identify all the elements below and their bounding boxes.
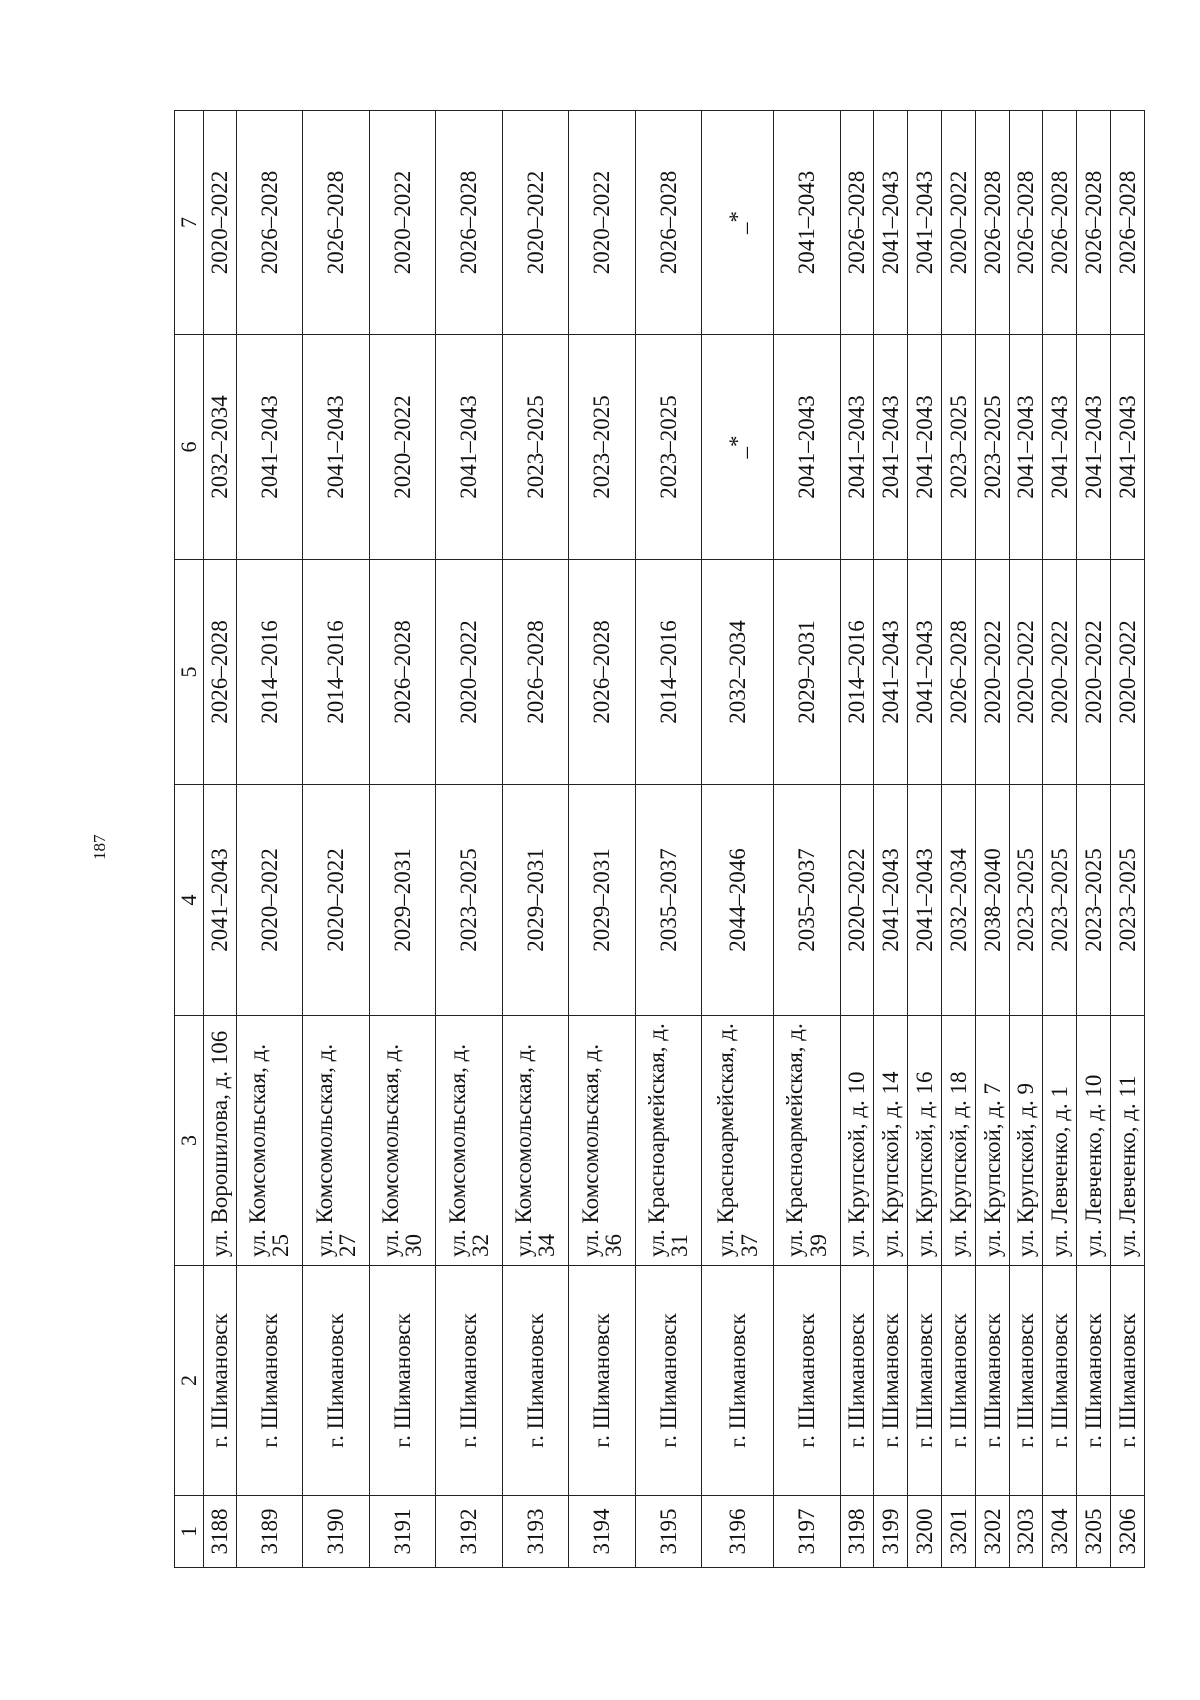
table-cell: 3204: [1043, 1496, 1077, 1568]
table-cell: 2035–2037: [774, 785, 841, 1016]
table-cell: 2026–2028: [1077, 111, 1111, 335]
table-cell: 2041–2043: [874, 111, 908, 335]
table-cell: 2041–2043: [874, 335, 908, 560]
table-cell: ул. Комсомольская, д. 34: [502, 1016, 569, 1266]
table-row: [702, 111, 774, 1568]
table-cell: 2041–2043: [908, 335, 942, 560]
table-cell: ул. Крупской, д. 14: [874, 1016, 908, 1266]
table-cell: г. Шимановск: [569, 1266, 636, 1496]
table-cell: 2020–2022: [975, 560, 1009, 785]
table-cell: г. Шимановск: [975, 1266, 1009, 1496]
table-cell: 2014–2016: [840, 560, 874, 785]
table-cell: 2023–2025: [1077, 785, 1111, 1016]
table-cell: г. Шимановск: [635, 1266, 702, 1496]
table-cell: г. Шимановск: [702, 1266, 774, 1496]
table-cell: 2041–2043: [436, 335, 503, 560]
header-cell: 5: [175, 560, 204, 785]
table-cell: 2014–2016: [303, 560, 370, 785]
table-cell: 2026–2028: [635, 111, 702, 335]
table-cell: ул. Комсомольская, д. 30: [369, 1016, 436, 1266]
table-cell: 2041–2043: [908, 560, 942, 785]
table-cell: ул. Красноармейская, д. 37: [702, 1016, 774, 1266]
table-cell: 3197: [774, 1496, 841, 1568]
table-cell: г. Шимановск: [502, 1266, 569, 1496]
page-number: 187: [90, 834, 109, 860]
table-cell: ул. Крупской, д. 7: [975, 1016, 1009, 1266]
header-cell: 7: [175, 111, 204, 335]
table-cell: 2026–2028: [1009, 111, 1043, 335]
table-cell: 3188: [204, 1496, 237, 1568]
table-cell: 3206: [1111, 1496, 1145, 1568]
table-cell: г. Шимановск: [369, 1266, 436, 1496]
table-cell: 3201: [942, 1496, 976, 1568]
table-row: [303, 111, 370, 1568]
table-cell: 3190: [303, 1496, 370, 1568]
table-cell: 3205: [1077, 1496, 1111, 1568]
table-cell: 2023–2025: [975, 335, 1009, 560]
table-cell: 2026–2028: [369, 560, 436, 785]
table-cell: г. Шимановск: [874, 1266, 908, 1496]
table-cell: 2041–2043: [1077, 335, 1111, 560]
table-cell: 2029–2031: [369, 785, 436, 1016]
table-cell: г. Шимановск: [1009, 1266, 1043, 1496]
table-cell: 2026–2028: [975, 111, 1009, 335]
table-cell: 2035–2037: [635, 785, 702, 1016]
table-cell: 2023–2025: [635, 335, 702, 560]
header-cell: 1: [175, 1496, 204, 1568]
table-row: [1077, 111, 1111, 1568]
table-cell: 2023–2025: [436, 785, 503, 1016]
table-cell: ул. Левченко, д. 11: [1111, 1016, 1145, 1266]
table-cell: 2020–2022: [303, 785, 370, 1016]
table-cell: 2041–2043: [1009, 335, 1043, 560]
table-row: [436, 111, 503, 1568]
table-cell: 2023–2025: [1111, 785, 1145, 1016]
table-row: [1111, 111, 1145, 1568]
table-cell: 3191: [369, 1496, 436, 1568]
table-cell: г. Шимановск: [942, 1266, 976, 1496]
table-cell: 2023–2025: [1009, 785, 1043, 1016]
table-cell: 2026–2028: [1111, 111, 1145, 335]
table-cell: 2041–2043: [204, 785, 237, 1016]
table-cell: ул. Крупской, д. 10: [840, 1016, 874, 1266]
header-cell: 3: [175, 1016, 204, 1266]
table-cell: 2023–2025: [569, 335, 636, 560]
table-cell: ул. Комсомольская, д. 25: [236, 1016, 303, 1266]
table-cell: _*: [702, 111, 774, 335]
table-cell: 3198: [840, 1496, 874, 1568]
table-cell: ул. Комсомольская, д. 36: [569, 1016, 636, 1266]
table-row: [1043, 111, 1077, 1568]
table-row: [502, 111, 569, 1568]
table-cell: 2026–2028: [569, 560, 636, 785]
table-cell: 3193: [502, 1496, 569, 1568]
table-cell: 2020–2022: [204, 111, 237, 335]
table-cell: г. Шимановск: [1077, 1266, 1111, 1496]
table-cell: 3195: [635, 1496, 702, 1568]
table-cell: 2038–2040: [975, 785, 1009, 1016]
table-cell: ул. Крупской, д. 16: [908, 1016, 942, 1266]
table-cell: 2020–2022: [569, 111, 636, 335]
table-cell: 2026–2028: [204, 560, 237, 785]
table-cell: 2041–2043: [874, 560, 908, 785]
table-cell: 2029–2031: [569, 785, 636, 1016]
table-cell: 2020–2022: [436, 560, 503, 785]
table-cell: г. Шимановск: [774, 1266, 841, 1496]
table-cell: г. Шимановск: [1043, 1266, 1077, 1496]
table-cell: 2020–2022: [1111, 560, 1145, 785]
table-cell: 2029–2031: [774, 560, 841, 785]
table-header: [175, 111, 204, 1568]
table-cell: 2020–2022: [1043, 560, 1077, 785]
table-cell: 3189: [236, 1496, 303, 1568]
table-cell: 2020–2022: [840, 785, 874, 1016]
table-cell: 2041–2043: [1043, 335, 1077, 560]
table-cell: ул. Красноармейская, д. 39: [774, 1016, 841, 1266]
table-cell: 2026–2028: [840, 111, 874, 335]
table-cell: 3200: [908, 1496, 942, 1568]
table-row: [774, 111, 841, 1568]
table-cell: г. Шимановск: [908, 1266, 942, 1496]
table-cell: г. Шимановск: [840, 1266, 874, 1496]
table-cell: 2023–2025: [502, 335, 569, 560]
table-cell: 2023–2025: [1043, 785, 1077, 1016]
table-cell: г. Шимановск: [236, 1266, 303, 1496]
table-cell: ул. Левченко, д. 1: [1043, 1016, 1077, 1266]
table-cell: 2026–2028: [436, 111, 503, 335]
table-cell: 2026–2028: [502, 560, 569, 785]
table-cell: 2014–2016: [236, 560, 303, 785]
table-cell: 2041–2043: [908, 111, 942, 335]
table-cell: ул. Левченко, д. 10: [1077, 1016, 1111, 1266]
table-cell: 2026–2028: [942, 560, 976, 785]
table-cell: 2041–2043: [908, 785, 942, 1016]
table-cell: г. Шимановск: [1111, 1266, 1145, 1496]
table-cell: г. Шимановск: [436, 1266, 503, 1496]
header-cell: 2: [175, 1266, 204, 1496]
table-row: [874, 111, 908, 1568]
table-row: [908, 111, 942, 1568]
table-cell: ул. Ворошилова, д. 106: [204, 1016, 237, 1266]
table-cell: ул. Красноармейская, д. 31: [635, 1016, 702, 1266]
table-cell: 3199: [874, 1496, 908, 1568]
table-cell: 2041–2043: [303, 335, 370, 560]
table-cell: ул. Комсомольская, д. 32: [436, 1016, 503, 1266]
table-body: [204, 111, 1145, 1568]
table-cell: ул. Крупской, д. 9: [1009, 1016, 1043, 1266]
table-cell: ул. Комсомольская, д. 27: [303, 1016, 370, 1266]
table-cell: 2032–2034: [942, 785, 976, 1016]
table-cell: 3196: [702, 1496, 774, 1568]
table-cell: 2026–2028: [1043, 111, 1077, 335]
table-cell: 2041–2043: [874, 785, 908, 1016]
table-cell: 2026–2028: [303, 111, 370, 335]
table-cell: г. Шимановск: [204, 1266, 237, 1496]
table-cell: 2032–2034: [204, 335, 237, 560]
table-container: [174, 111, 1145, 1568]
table-cell: 2041–2043: [1111, 335, 1145, 560]
table-cell: 3194: [569, 1496, 636, 1568]
header-cell: 6: [175, 335, 204, 560]
table-cell: 2020–2022: [942, 111, 976, 335]
table-cell: 2029–2031: [502, 785, 569, 1016]
table-cell: 2020–2022: [369, 111, 436, 335]
header-cell: 4: [175, 785, 204, 1016]
table-cell: 2020–2022: [1077, 560, 1111, 785]
table-cell: 2032–2034: [702, 560, 774, 785]
table-cell: 3192: [436, 1496, 503, 1568]
table-cell: 3203: [1009, 1496, 1043, 1568]
table-row: [569, 111, 636, 1568]
table-cell: 3202: [975, 1496, 1009, 1568]
table-row: [1009, 111, 1043, 1568]
table-cell: 2041–2043: [774, 335, 841, 560]
table-cell: 2044–2046: [702, 785, 774, 1016]
table-cell: _*: [702, 335, 774, 560]
table-row: [369, 111, 436, 1568]
table-cell: г. Шимановск: [303, 1266, 370, 1496]
data-table: [174, 110, 1145, 1568]
table-row: [975, 111, 1009, 1568]
table-cell: 2041–2043: [236, 335, 303, 560]
table-row: [840, 111, 874, 1568]
table-row: [204, 111, 237, 1568]
table-row: [236, 111, 303, 1568]
table-cell: 2014–2016: [635, 560, 702, 785]
table-row: [635, 111, 702, 1568]
table-cell: 2041–2043: [774, 111, 841, 335]
table-cell: 2020–2022: [369, 335, 436, 560]
header-row: [175, 111, 204, 1568]
table-cell: 2023–2025: [942, 335, 976, 560]
table-cell: ул. Крупской, д. 18: [942, 1016, 976, 1266]
table-cell: 2020–2022: [236, 785, 303, 1016]
table-cell: 2026–2028: [236, 111, 303, 335]
table-cell: 2041–2043: [840, 335, 874, 560]
table-cell: 2020–2022: [1009, 560, 1043, 785]
table-cell: 2020–2022: [502, 111, 569, 335]
table-row: [942, 111, 976, 1568]
